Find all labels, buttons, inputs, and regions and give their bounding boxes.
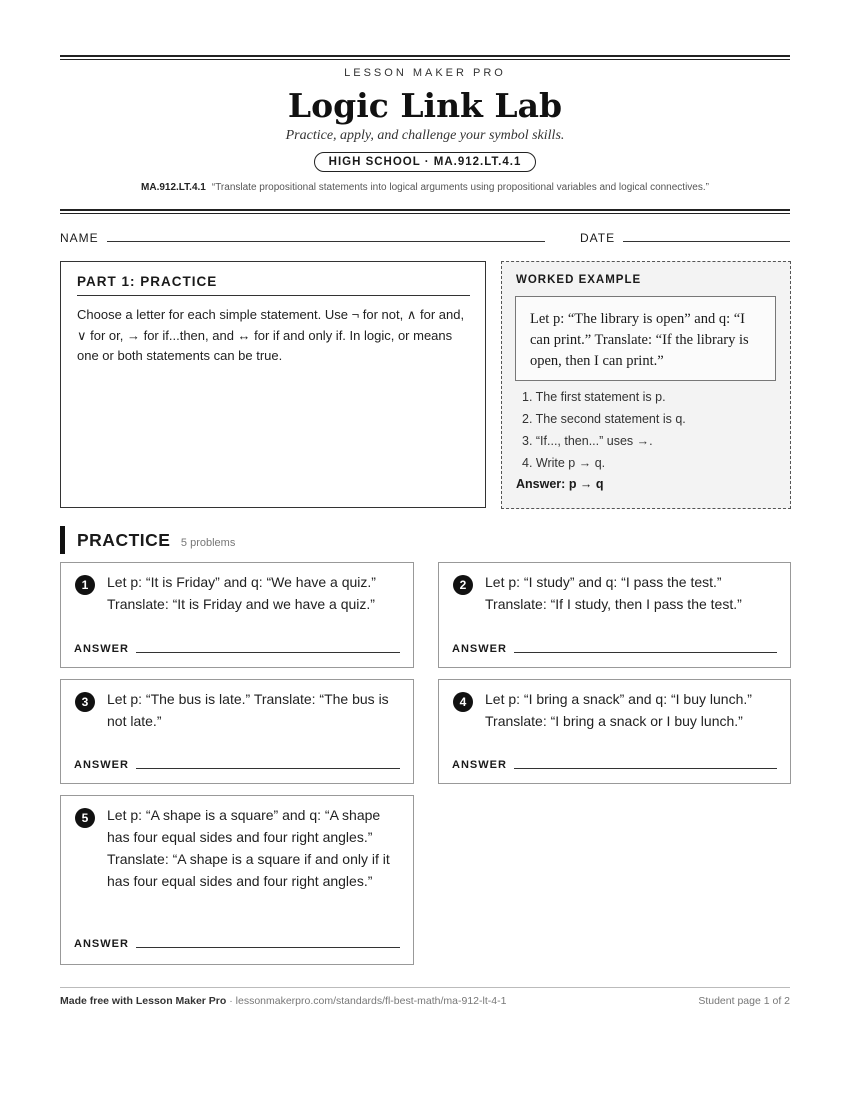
answer-field[interactable] — [136, 639, 400, 653]
worked-example-steps — [522, 386, 686, 474]
problem-text: Let p: “A shape is a square” and q: “A shape has four equal sides and four right angles.” Translate: “A shape is a square if and only if it has four equal sides and four right angles.” — [107, 807, 390, 889]
problem-text: Let p: “I bring a snack” and q: “I buy lunch.” Translate: “I bring a snack or I buy lunch.” — [485, 691, 752, 729]
answer-label: ANSWER — [74, 938, 129, 950]
level-standard-badge: HIGH SCHOOL · MA.912.LT.4.1 — [314, 152, 537, 172]
page-title: Logic Link Lab — [287, 86, 563, 125]
practice-section-heading — [60, 526, 235, 554]
answer-label: ANSWER — [452, 643, 507, 655]
name-field[interactable] — [107, 241, 545, 242]
problem-number: 4 — [453, 692, 473, 712]
problem-card-3 — [60, 679, 414, 784]
problem-card-2 — [438, 562, 791, 668]
problem-number: 2 — [453, 575, 473, 595]
problem-text: Let p: “I study” and q: “I pass the test.” Translate: “If I study, then I pass the test.” — [485, 574, 742, 612]
answer-field[interactable] — [136, 755, 400, 769]
answer-label: Answer: — [516, 477, 566, 491]
worked-example-prompt: Let p: “The library is open” and q: “I can print.” Translate: “If the library is open, then I can print.” — [515, 296, 776, 381]
problem-number: 5 — [75, 808, 95, 828]
problem-text: Let p: “The bus is late.” Translate: “The bus is not late.” — [107, 691, 389, 729]
brand-name: LESSON MAKER PRO — [344, 67, 506, 79]
problem-card-5 — [60, 795, 414, 965]
part1-instructions: Choose a letter for each simple statement. Use ¬ for not, ∧ for and, ∨ for or, → for if...then, and ↔ for if and only if. In logic, or means one or both statements can be true. — [77, 307, 465, 363]
worked-step: 1. The first statement is p. — [522, 390, 666, 404]
worked-example-answer — [516, 477, 604, 491]
practice-title: PRACTICE — [77, 530, 171, 550]
problem-card-4 — [438, 679, 791, 784]
standard-statement — [0, 182, 850, 193]
standard-code: MA.912.LT.4.1 — [141, 182, 206, 193]
part1-panel — [60, 261, 486, 508]
answer-field[interactable] — [514, 755, 777, 769]
header-top-rule — [60, 55, 790, 60]
part1-heading: PART 1: PRACTICE — [77, 274, 470, 296]
problem-number: 3 — [75, 692, 95, 712]
footer-page-number: Student page 1 of 2 — [698, 995, 790, 1007]
problem-card-1 — [60, 562, 414, 668]
worked-step: 2. The second statement is q. — [522, 412, 686, 426]
answer-field[interactable] — [136, 934, 400, 948]
problem-count: 5 problems — [180, 537, 236, 549]
footer-credit — [60, 995, 506, 1007]
problem-number: 1 — [75, 575, 95, 595]
footer-rule — [60, 987, 790, 988]
header-bottom-rule — [60, 209, 790, 214]
footer-url[interactable]: · lessonmakerpro.com/standards/fl-best-math/ma-912-lt-4-1 — [226, 995, 507, 1007]
answer-value: p → q — [568, 477, 604, 491]
worked-example-panel — [501, 261, 791, 509]
answer-label: ANSWER — [452, 759, 507, 771]
worked-example-heading: WORKED EXAMPLE — [516, 274, 642, 286]
answer-label: ANSWER — [74, 759, 129, 771]
date-label: DATE — [580, 231, 616, 245]
worked-step: 4. Write p → q. — [522, 456, 606, 470]
date-field[interactable] — [623, 241, 790, 242]
answer-label: ANSWER — [74, 643, 129, 655]
standard-text: “Translate propositional statements into logical arguments using propositional variables and logical connectives.” — [211, 182, 709, 193]
worked-step: 3. “If..., then...” uses →. — [522, 434, 653, 448]
name-date-row — [60, 229, 790, 245]
answer-field[interactable] — [514, 639, 777, 653]
footer-made-with: Made free with Lesson Maker Pro — [60, 995, 227, 1007]
page-subtitle: Practice, apply, and challenge your symbol skills. — [285, 128, 565, 143]
problem-text: Let p: “It is Friday” and q: “We have a quiz.” Translate: “It is Friday and we have a quiz.” — [107, 574, 376, 612]
name-label: NAME — [60, 231, 99, 245]
